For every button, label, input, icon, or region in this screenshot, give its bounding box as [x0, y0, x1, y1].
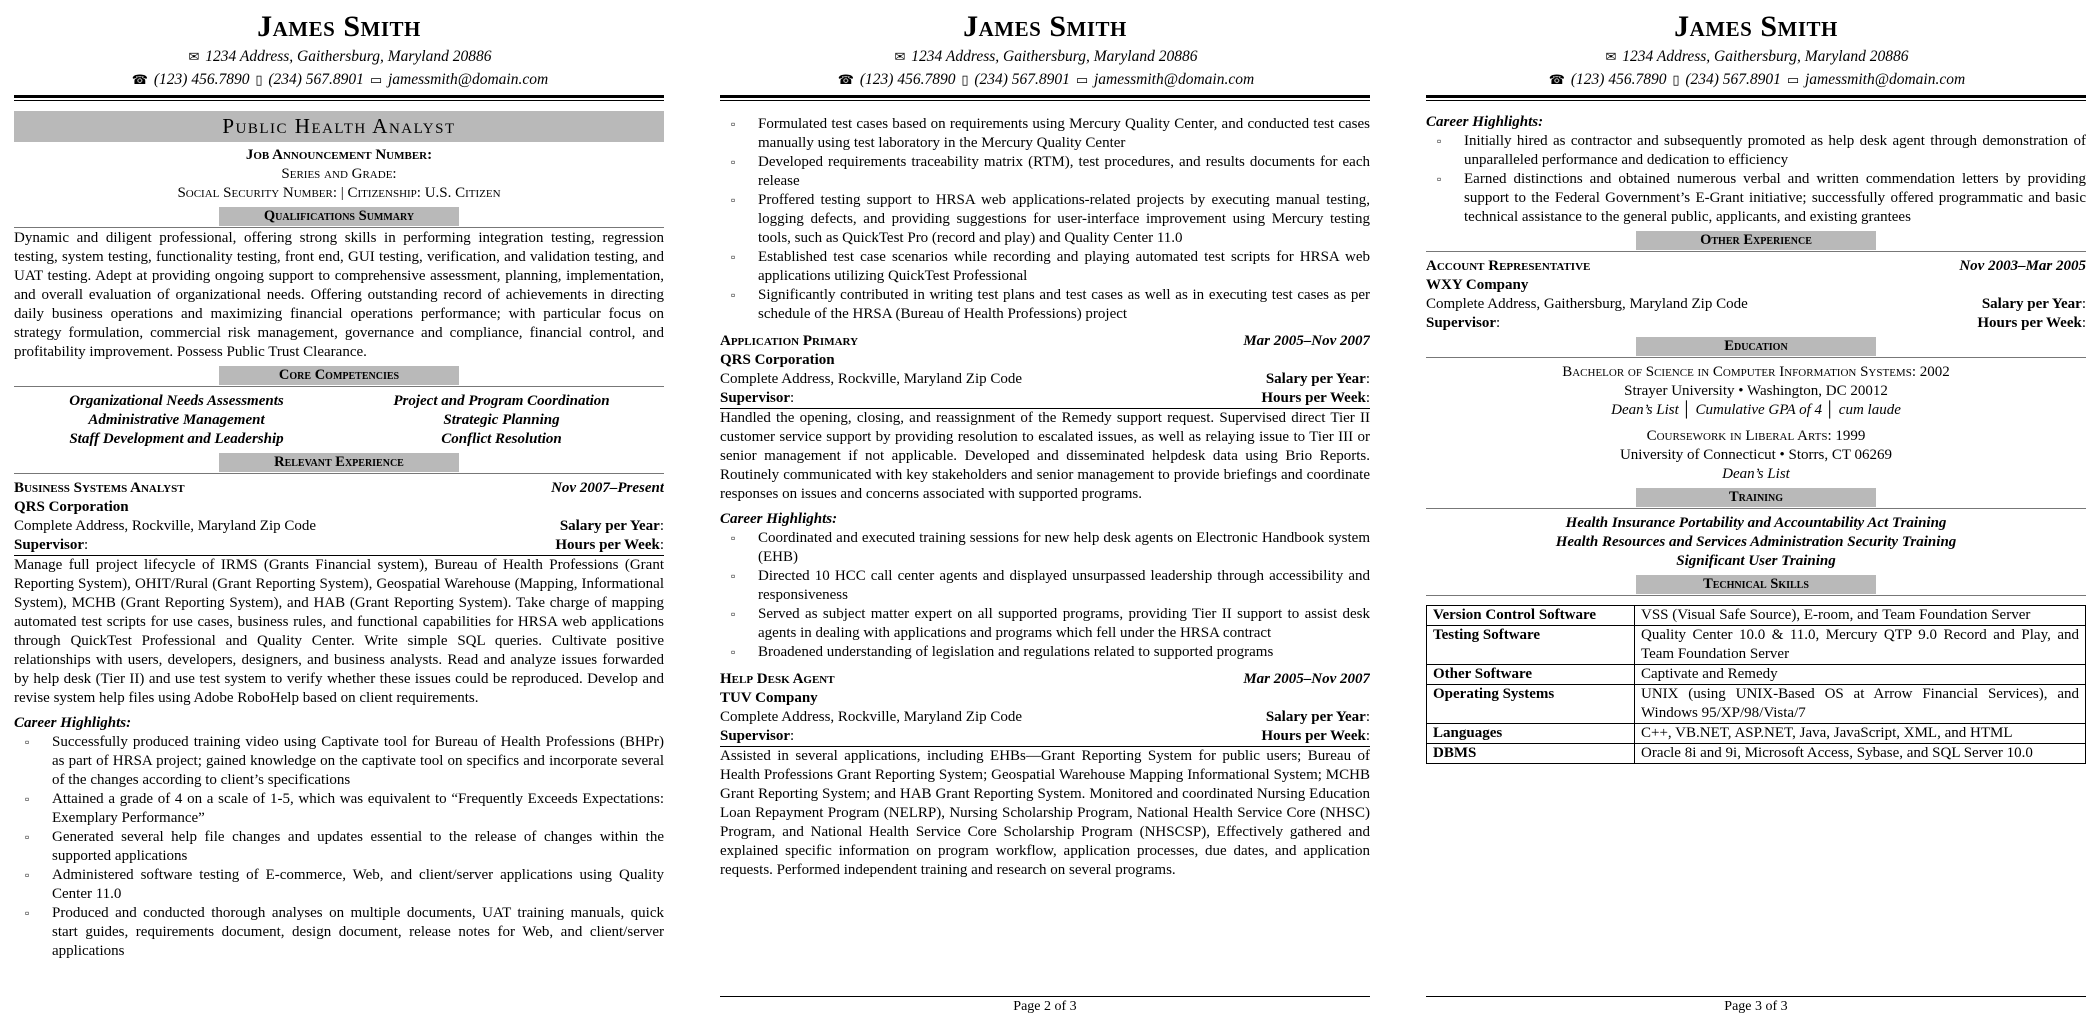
table-row	[1427, 744, 2086, 764]
job-announcement-number: Job Announcement Number:	[245, 147, 433, 163]
candidate-name: James Smith	[1674, 10, 1838, 43]
job-dates: Nov 2007–Present	[551, 480, 664, 496]
skill-value: UNIX (using UNIX-Based OS at Arrow Financial Services), and Windows 95/XP/98/Vista/7	[1635, 685, 2086, 724]
section-relevant-experience	[14, 453, 664, 475]
list-item: ▫ Earned distinctions and obtained numerous verbal and written commendation letters by providing support to the Federal Government’s E-Grant initiative; successfully offered programmatic and basic technical assistance to the general public, applicants, and existing grantees	[1464, 170, 2086, 227]
job-title: Application Primary	[720, 333, 859, 349]
job-description: Handled the opening, closing, and reassignment of the Remedy support request. Supervised direct Tier II customer service support by providing resolution to escalated issues, as well as relaying issue to Tier III or senior management if not applicable. Developed and disseminated helpdesk data using Brio Reports. Routinely communicated with key stakeholders and senior management to provide briefings and coordinate responses on issues and concerns associated with supported programs.	[720, 410, 1370, 502]
skill-category: Other Software	[1427, 665, 1635, 685]
list-item: ▫ Initially hired as contractor and subsequently promoted as help desk agent through demonstration of unparalleled performance and dedication to efficiency	[1464, 132, 2086, 170]
section-qualifications	[14, 207, 664, 229]
resume-page-3	[1426, 0, 2086, 1035]
training-item: Health Insurance Portability and Accountability Act Training	[1565, 515, 1947, 531]
honors-text: Dean’s List	[1722, 466, 1790, 482]
honors-text: Dean’s List │ Cumulative GPA of 4 │ cum laude	[1611, 402, 1901, 418]
page-number: Page 2 of 3	[720, 996, 1370, 1015]
envelope-icon: ✉	[894, 49, 906, 64]
education-list	[1426, 363, 2086, 484]
hours-label: Hours per Week	[1261, 390, 1366, 406]
company-address: Complete Address, Rockville, Maryland Zip Code	[14, 518, 317, 534]
job-title: Business Systems Analyst	[14, 480, 185, 496]
skill-value: C++, VB.NET, ASP.NET, Java, JavaScript, XML, and HTML	[1635, 724, 2086, 744]
resume-page-1	[14, 0, 664, 1035]
competency-item: Administrative Management	[88, 412, 265, 428]
list-item: ▫ Directed 10 HCC call center agents and displayed unsurpassed leadership through accessibility and responsiveness	[758, 567, 1370, 605]
list-item: ▫ Established test case scenarios while recording and playing automated test scripts for HRSA web applications utilizing QuickTest Professional	[758, 248, 1370, 286]
highlights-title: Career Highlights:	[720, 511, 838, 527]
phone-icon: ☎	[131, 72, 148, 87]
list-item: ▫ Coordinated and executed training sessions for new help desk agents on Electronic Handbook system (EHB)	[758, 529, 1370, 567]
skill-category: Operating Systems	[1427, 685, 1635, 724]
skill-category: Languages	[1427, 724, 1635, 744]
competency-item: Strategic Planning	[443, 412, 560, 428]
highlights-list	[1426, 132, 2086, 227]
salary-label: Salary per Year	[1265, 371, 1366, 387]
supervisor-label: Supervisor	[14, 537, 85, 553]
table-row	[1427, 606, 2086, 626]
phone-icon: ☎	[1548, 72, 1565, 87]
training-item: Significant User Training	[1676, 553, 1836, 569]
section-title: Technical Skills	[1636, 575, 1876, 594]
highlights-list-continued	[720, 115, 1370, 324]
phone-secondary: (234) 567.8901	[1685, 71, 1781, 88]
section-title: Qualifications Summary	[219, 207, 459, 226]
resume-header	[1426, 10, 2086, 90]
computer-icon: ▭	[1786, 72, 1800, 87]
highlights-list	[14, 733, 664, 961]
section-title: Core Competencies	[219, 366, 459, 385]
list-item: ▫ Served as subject matter expert on all supported programs, providing Tier II support to assist desk agents in dealing with applications and programs which fell under the HRSA contract	[758, 605, 1370, 643]
section-training	[1426, 488, 2086, 510]
section-title: Relevant Experience	[219, 453, 459, 472]
mobile-icon: ▯	[961, 72, 969, 87]
table-row	[1427, 724, 2086, 744]
company-address: Complete Address, Rockville, Maryland Zip Code	[720, 709, 1023, 725]
envelope-icon: ✉	[188, 49, 200, 64]
list-item: ▫ Administered software testing of E-commerce, Web, and client/server applications using Quality Center 11.0	[52, 866, 664, 904]
list-item: ▫ Successfully produced training video using Captivate tool for Bureau of Health Professions (BHPr) as part of HRSA project; gained knowledge on the captivate tool on specifics and incorporate several of the changes according to client’s specifications	[52, 733, 664, 790]
competency-item: Organizational Needs Assessments	[69, 393, 284, 409]
degree-title: Coursework in Liberal Arts: 1999	[1646, 428, 1866, 444]
section-technical-skills	[1426, 575, 2086, 597]
list-item: ▫ Formulated test cases based on requirements using Mercury Quality Center, and conducted test cases manually using test laboratory in the Mercury Quality Center	[758, 115, 1370, 153]
phone-primary: (123) 456.7890	[1570, 71, 1667, 88]
address-text: 1234 Address, Gaithersburg, Maryland 20886	[1622, 48, 1909, 65]
company-address: Complete Address, Rockville, Maryland Zip Code	[720, 371, 1023, 387]
skill-value: Captivate and Remedy	[1635, 665, 2086, 685]
header-divider	[720, 95, 1370, 101]
email-text: jamessmith@domain.com	[387, 71, 549, 88]
email-text: jamessmith@domain.com	[1804, 71, 1966, 88]
skills-table	[1426, 605, 2086, 764]
list-item: ▫ Proffered testing support to HRSA web applications-related projects by executing manual testing, logging defects, and providing suggestions for user-interface improvement using Mercury testing tools, such as QuickTest Pro (record and play) and Quality Center 11.0	[758, 191, 1370, 248]
job-entry: Application Primary Mar 2005–Nov 2007 QRS Corporation Complete Address, Rockville, Maryland Zip Code Salary per Year: Supervisor: Hours per Week: Handled the opening, closing, and reassignment of the Remedy support request. Supervised direct Tier II customer service support by providing resolution to escalated issues, as well as relaying issue to Tier III or senior management if not applicable. Developed and disseminated helpdesk data using Brio Reports. Routinely communicated with key stakeholders and senior management to provide briefings and coordinate responses on issues and concerns associated with supported programs.	[720, 333, 1370, 502]
section-other-experience	[1426, 231, 2086, 253]
mobile-icon: ▯	[1672, 72, 1680, 87]
job-entry: Account Representative Nov 2003–Mar 2005 WXY Company Complete Address, Gaithersburg, Maryland Zip Code Salary per Year: Supervisor: Hours per Week:	[1426, 258, 2086, 331]
address-text: 1234 Address, Gaithersburg, Maryland 20886	[205, 48, 492, 65]
page-number: Page 3 of 3	[1426, 996, 2086, 1015]
hours-label: Hours per Week	[1977, 315, 2082, 331]
section-title: Training	[1636, 488, 1876, 507]
section-title: Other Experience	[1636, 231, 1876, 250]
skill-value: Oracle 8i and 9i, Microsoft Access, Sybase, and SQL Server 10.0	[1635, 744, 2086, 764]
phone-primary: (123) 456.7890	[859, 71, 956, 88]
table-row	[1427, 665, 2086, 685]
ssn-citizenship: Social Security Number: | Citizenship: U.S. Citizen	[177, 185, 501, 201]
competency-item: Project and Program Coordination	[393, 393, 610, 409]
list-item: ▫ Significantly contributed in writing test plans and test cases as well as in executing test cases as per schedule of the HRSA (Bureau of Health Professions) project	[758, 286, 1370, 324]
training-list	[1426, 514, 2086, 571]
school-name: Strayer University • Washington, DC 20012	[1624, 383, 1888, 399]
job-dates: Nov 2003–Mar 2005	[1959, 258, 2086, 274]
resume-header	[720, 10, 1370, 90]
training-item: Health Resources and Services Administration Security Training	[1555, 534, 1957, 550]
series-and-grade: Series and Grade:	[281, 166, 397, 182]
job-description: Manage full project lifecycle of IRMS (Grants Financial system), Bureau of Health Professions (Grant Reporting System), OHIT/Rural (Grant Reporting System), Geospatial Warehouse (Mapping, Informational System), MCHB (Grant Reporting System), and HAB (Grant Reporting System). Take charge of mapping automated test scripts for use cases, business rules, and functional capabilities for HRSA web applications through QuickTest Professional and Quality Center. Write simple SQL queries. Cultivate positive relationships with users, developers, designers, and business analysts. Read and analyze issues forwarded by help desk (Tier II) and use test system to verify whether these issues could be reproduced. Develop and revise system help files using Adobe RoboHelp based on client requirements.	[14, 557, 664, 706]
mobile-icon: ▯	[255, 72, 263, 87]
company-name: QRS Corporation	[14, 499, 129, 515]
section-title: Education	[1636, 337, 1876, 356]
salary-label: Salary per Year	[559, 518, 660, 534]
computer-icon: ▭	[369, 72, 383, 87]
skill-value: VSS (Visual Safe Source), E-room, and Team Foundation Server	[1635, 606, 2086, 626]
job-description: Assisted in several applications, including EHBs—Grant Reporting System for public users; Bureau of Health Professions Grant Reporting System; Geospatial Warehouse Mapping Informational System; MCHB Grant Reporting System; and HAB Grant Reporting System. Monitored and coordinated Nursing Education Loan Repayment Program (NELRP), Nursing Scholarship Program, National Health Service Core (NHSC) Program, and National Health Service Core Scholarship Program (NHSCSP), Effectively gathered and explained specific information on program workflow, application processes, due dates, and application requests. Performed independent training and research on several programs.	[720, 748, 1370, 878]
job-entry: Business Systems Analyst Nov 2007–Present QRS Corporation Complete Address, Rockville, Maryland Zip Code Salary per Year: Supervisor: Hours per Week: Manage full project lifecycle of IRMS (Grants Financial system), Bureau of Health Professions (Grant Reporting System), OHIT/Rural (Grant Reporting System), Geospatial Warehouse (Mapping, Informational System), MCHB (Grant Reporting System), and HAB (Grant Reporting System). Take charge of mapping automated test scripts for use cases, business rules, and functional capabilities for HRSA web applications through QuickTest Professional and Quality Center. Write simple SQL queries. Cultivate positive relationships with users, developers, designers, and business analysts. Read and analyze issues forwarded by help desk (Tier II) and use test system to verify whether these issues could be reproduced. Develop and revise system help files using Adobe RoboHelp based on client requirements.	[14, 480, 664, 706]
school-name: University of Connecticut • Storrs, CT 06269	[1619, 447, 1893, 463]
list-item: ▫ Broadened understanding of legislation and regulations related to supported programs	[758, 643, 1370, 662]
company-name: QRS Corporation	[720, 352, 835, 368]
table-row	[1427, 626, 2086, 665]
degree-title: Bachelor of Science in Computer Information Systems: 2002	[1562, 364, 1950, 380]
candidate-name: James Smith	[257, 10, 421, 43]
supervisor-label: Supervisor	[720, 728, 791, 744]
company-name: TUV Company	[720, 690, 818, 706]
list-item: ▫ Generated several help file changes and updates essential to the release of changes within the supported applications	[52, 828, 664, 866]
list-item: ▫ Developed requirements traceability matrix (RTM), test procedures, and results documents for each release	[758, 153, 1370, 191]
competency-item: Staff Development and Leadership	[69, 431, 284, 447]
phone-secondary: (234) 567.8901	[974, 71, 1070, 88]
phone-secondary: (234) 567.8901	[268, 71, 364, 88]
competencies-list	[14, 392, 664, 449]
header-divider	[14, 95, 664, 101]
section-core-competencies	[14, 366, 664, 388]
company-name: WXY Company	[1426, 277, 1529, 293]
company-address: Complete Address, Gaithersburg, Maryland Zip Code	[1426, 296, 1748, 312]
list-item: ▫ Produced and conducted thorough analyses on multiple documents, UAT training manuals, quick start guides, requirements document, design document, release notes for Web, and client/server applications	[52, 904, 664, 961]
phone-icon: ☎	[837, 72, 854, 87]
competency-item: Conflict Resolution	[441, 431, 562, 447]
list-item: ▫ Attained a grade of 4 on a scale of 1-5, which was equivalent to “Frequently Exceeds Expectations: Exemplary Performance”	[52, 790, 664, 828]
position-banner: Public Health Analyst	[14, 111, 664, 142]
job-title: Account Representative	[1426, 258, 1591, 274]
section-education	[1426, 337, 2086, 359]
supervisor-label: Supervisor	[1426, 315, 1497, 331]
skill-category: DBMS	[1427, 744, 1635, 764]
email-text: jamessmith@domain.com	[1093, 71, 1255, 88]
resume-header	[14, 10, 664, 90]
phone-primary: (123) 456.7890	[153, 71, 250, 88]
computer-icon: ▭	[1075, 72, 1089, 87]
skill-category: Version Control Software	[1427, 606, 1635, 626]
job-entry: Help Desk Agent Mar 2005–Nov 2007 TUV Company Complete Address, Rockville, Maryland Zip Code Salary per Year: Supervisor: Hours per Week: Assisted in several applications, including EHBs—Grant Reporting System for public users; Bureau of Health Professions Grant Reporting System; Geospatial Warehouse Mapping Informational System; MCHB Grant Reporting System; and HAB Grant Reporting System. Monitored and coordinated Nursing Education Loan Repayment Program (NELRP), Nursing Scholarship Program, National Health Service Core (NHSC) Program, and National Health Service Core Scholarship Program (NHSCSP), Effectively gathered and explained specific information on program workflow, application processes, due dates, and application requests. Performed independent training and research on several programs.	[720, 671, 1370, 878]
job-dates: Mar 2005–Nov 2007	[1243, 333, 1370, 349]
salary-label: Salary per Year	[1981, 296, 2082, 312]
address-text: 1234 Address, Gaithersburg, Maryland 20886	[911, 48, 1198, 65]
candidate-name: James Smith	[963, 10, 1127, 43]
salary-label: Salary per Year	[1265, 709, 1366, 725]
highlights-title: Career Highlights:	[1426, 114, 1544, 130]
skill-category: Testing Software	[1427, 626, 1635, 665]
supervisor-label: Supervisor	[720, 390, 791, 406]
hours-label: Hours per Week	[555, 537, 660, 553]
envelope-icon: ✉	[1605, 49, 1617, 64]
header-divider	[1426, 95, 2086, 101]
job-dates: Mar 2005–Nov 2007	[1243, 671, 1370, 687]
table-row	[1427, 685, 2086, 724]
highlights-title: Career Highlights:	[14, 715, 132, 731]
qualifications-summary: Dynamic and diligent professional, offering strong skills in performing integration testing, regression testing, system testing, functionality testing, front end, GUI testing, verification, and validation testing, and UAT testing. Adept at providing ongoing support to comprehensive assessment, planning, implementation, and overall evaluation of organizational needs. Offering outstanding record of achievements in directing daily business operations and maximizing financial operations performance; with particular focus on strategy formulation, commercial risk management, governance and compliance, financial control, and profitability improvement. Possess Public Trust Clearance.	[14, 230, 664, 360]
skill-value: Quality Center 10.0 & 11.0, Mercury QTP 9.0 Record and Play, and Team Foundation Server	[1635, 626, 2086, 665]
resume-page-2	[720, 0, 1370, 1035]
job-title: Help Desk Agent	[720, 671, 835, 687]
hours-label: Hours per Week	[1261, 728, 1366, 744]
highlights-list	[720, 529, 1370, 662]
